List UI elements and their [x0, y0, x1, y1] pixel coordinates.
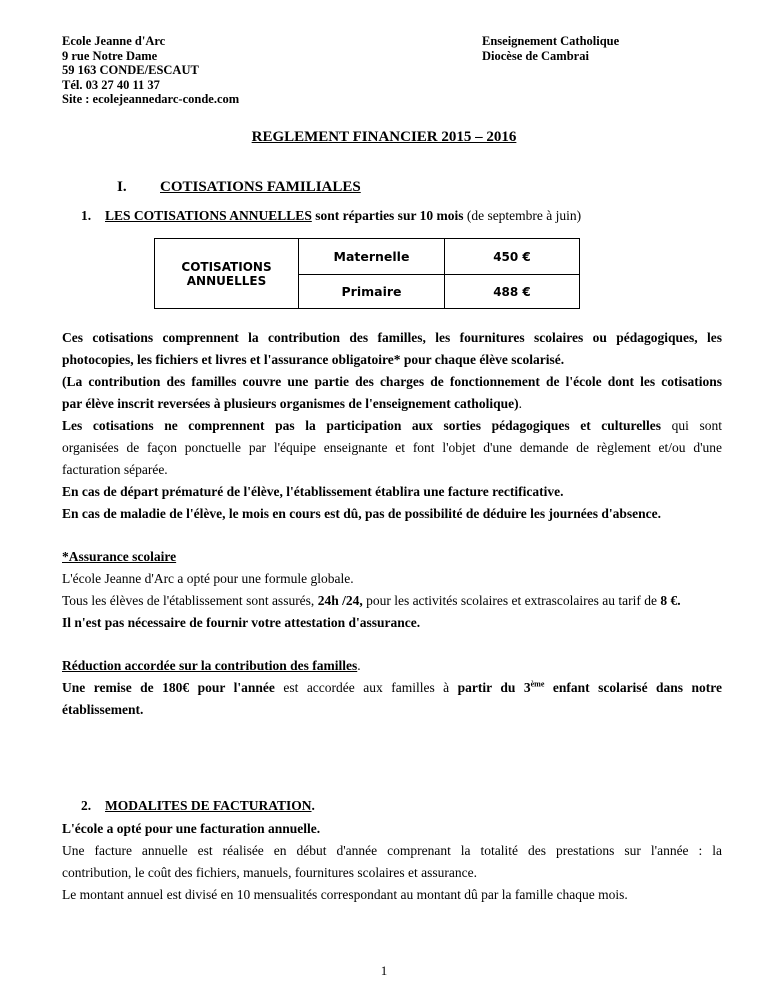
fees-label-line-2: ANNUELLES	[186, 273, 267, 288]
p5-text: En cas de maladie de l'élève, le mois en cours est dû, pas de possibilité de déduire les journées d'absence.	[62, 506, 662, 521]
p3-line-1-wrap	[62, 415, 722, 437]
insurance-line-2	[62, 590, 722, 612]
section-1-heading	[117, 179, 361, 196]
school-phone: Tél. 03 27 40 11 37	[62, 77, 160, 92]
diocese-block	[482, 34, 619, 63]
school-website: Site : ecolejeannedarc-conde.com	[62, 92, 240, 107]
billing-line-4: Le montant annuel est divisé en 10 mensualités correspondant au montant dû par la famille chaque mois.	[62, 887, 628, 902]
fees-level-primaire: Primaire	[299, 275, 445, 308]
document-title: REGLEMENT FINANCIER 2015 – 2016	[251, 129, 517, 145]
p1-line-2: photocopies, les fichiers et livres et l'assurance obligatoire* pour chaque élève scolarisé.	[62, 352, 565, 367]
subsection-2-title-end: .	[311, 798, 315, 813]
p3-line-1-bold: Les cotisations ne comprennent pas la participation aux sorties pédagogiques et culturelles	[62, 418, 662, 433]
subsection-2-heading	[81, 798, 315, 814]
subsection-1-number: 1.	[81, 208, 92, 223]
reduction-line-1-d: enfant scolarisé dans notre	[544, 680, 723, 695]
reduction-title-wrap	[62, 655, 722, 677]
diocese-line-1: Enseignement Catholique	[482, 34, 620, 48]
school-street: 9 rue Notre Dame	[62, 48, 158, 63]
insurance-title: *Assurance scolaire	[62, 549, 177, 564]
reduction-line-1-b: est accordée aux familles à	[274, 680, 458, 695]
insurance-line-2-b: 24h /24,	[317, 593, 363, 608]
fees-amount-primaire: 488 €	[493, 284, 531, 299]
p2-line-2-end: .	[518, 396, 522, 411]
p3-line-3: facturation séparée.	[62, 462, 168, 477]
billing-line-2: Une facture annuelle est réalisée en début d'année comprenant la totalité des prestations sur l'année : la	[62, 843, 722, 858]
reduction-title: Réduction accordée sur la contribution des familles	[62, 658, 358, 673]
diocese-line-2: Diocèse de Cambrai	[482, 48, 589, 63]
insurance-line-3: Il n'est pas nécessaire de fournir votre attestation d'assurance.	[62, 615, 421, 630]
insurance-line-2-a: Tous les élèves de l'établissement sont assurés,	[62, 593, 318, 608]
reduction-title-end: .	[357, 658, 361, 673]
insurance-line-2-c: pour les activités scolaires et extrascolaires au tarif de	[362, 593, 661, 608]
page-number: 1	[380, 963, 388, 978]
subsection-1-heading	[81, 208, 581, 224]
insurance-line-1: L'école Jeanne d'Arc a opté pour une formule globale.	[62, 571, 354, 586]
p2-line-1: (La contribution des familles couvre une partie des charges de fonctionnement de l'école dont les cotisations	[62, 374, 722, 389]
section-1-title: COTISATIONS FAMILIALES	[160, 179, 361, 195]
subsection-1-text-bold: sont réparties sur 10 mois	[311, 208, 464, 223]
fees-level-maternelle: Maternelle	[299, 239, 445, 275]
p2-line-2: par élève inscrit reversées à plusieurs organismes de l'enseignement catholique)	[62, 396, 519, 411]
reduction-superscript: ème	[530, 679, 545, 689]
p2-line-2-wrap	[62, 393, 722, 415]
billing-line-3: contribution, le coût des fichiers, manuels, fournitures scolaires et assurance.	[62, 865, 477, 880]
subsection-2-title: MODALITES DE FACTURATION	[105, 798, 312, 813]
p3-line-2: organisées de façon ponctuelle par l'équipe enseignante et font l'objet d'une demande de règlement et/ou d'une	[62, 440, 722, 455]
subsection-1-text: (de septembre à juin)	[463, 208, 582, 223]
subsection-2-number: 2.	[81, 798, 92, 813]
p3-line-1-rest: qui sont	[661, 418, 722, 433]
p4-text: En cas de départ prématuré de l'élève, l'établissement établira une facture rectificative.	[62, 484, 564, 499]
reduction-line-1-a: Une remise de 180€ pour l'année	[62, 680, 275, 695]
school-address-block	[62, 34, 239, 107]
reduction-line-2: établissement.	[62, 702, 144, 717]
school-city: 59 163 CONDE/ESCAUT	[62, 63, 199, 78]
fees-table	[154, 238, 580, 309]
reduction-line-1-c: partir du 3	[457, 680, 531, 695]
fees-amount-maternelle: 450 €	[445, 239, 579, 275]
insurance-line-2-d: 8 €.	[660, 593, 681, 608]
p1-line-1: Ces cotisations comprennent la contribution des familles, les fournitures scolaires ou pédagogiques, les	[62, 330, 722, 345]
billing-line-1: L'école a opté pour une facturation annuelle.	[62, 821, 321, 836]
section-1-number: I.	[117, 179, 127, 195]
subsection-1-title: LES COTISATIONS ANNUELLES	[105, 208, 312, 223]
fees-label-line-1: COTISATIONS	[181, 259, 272, 274]
school-name: Ecole Jeanne d'Arc	[62, 34, 166, 48]
reduction-line-1	[62, 677, 722, 699]
fees-table-row-label	[155, 239, 299, 308]
